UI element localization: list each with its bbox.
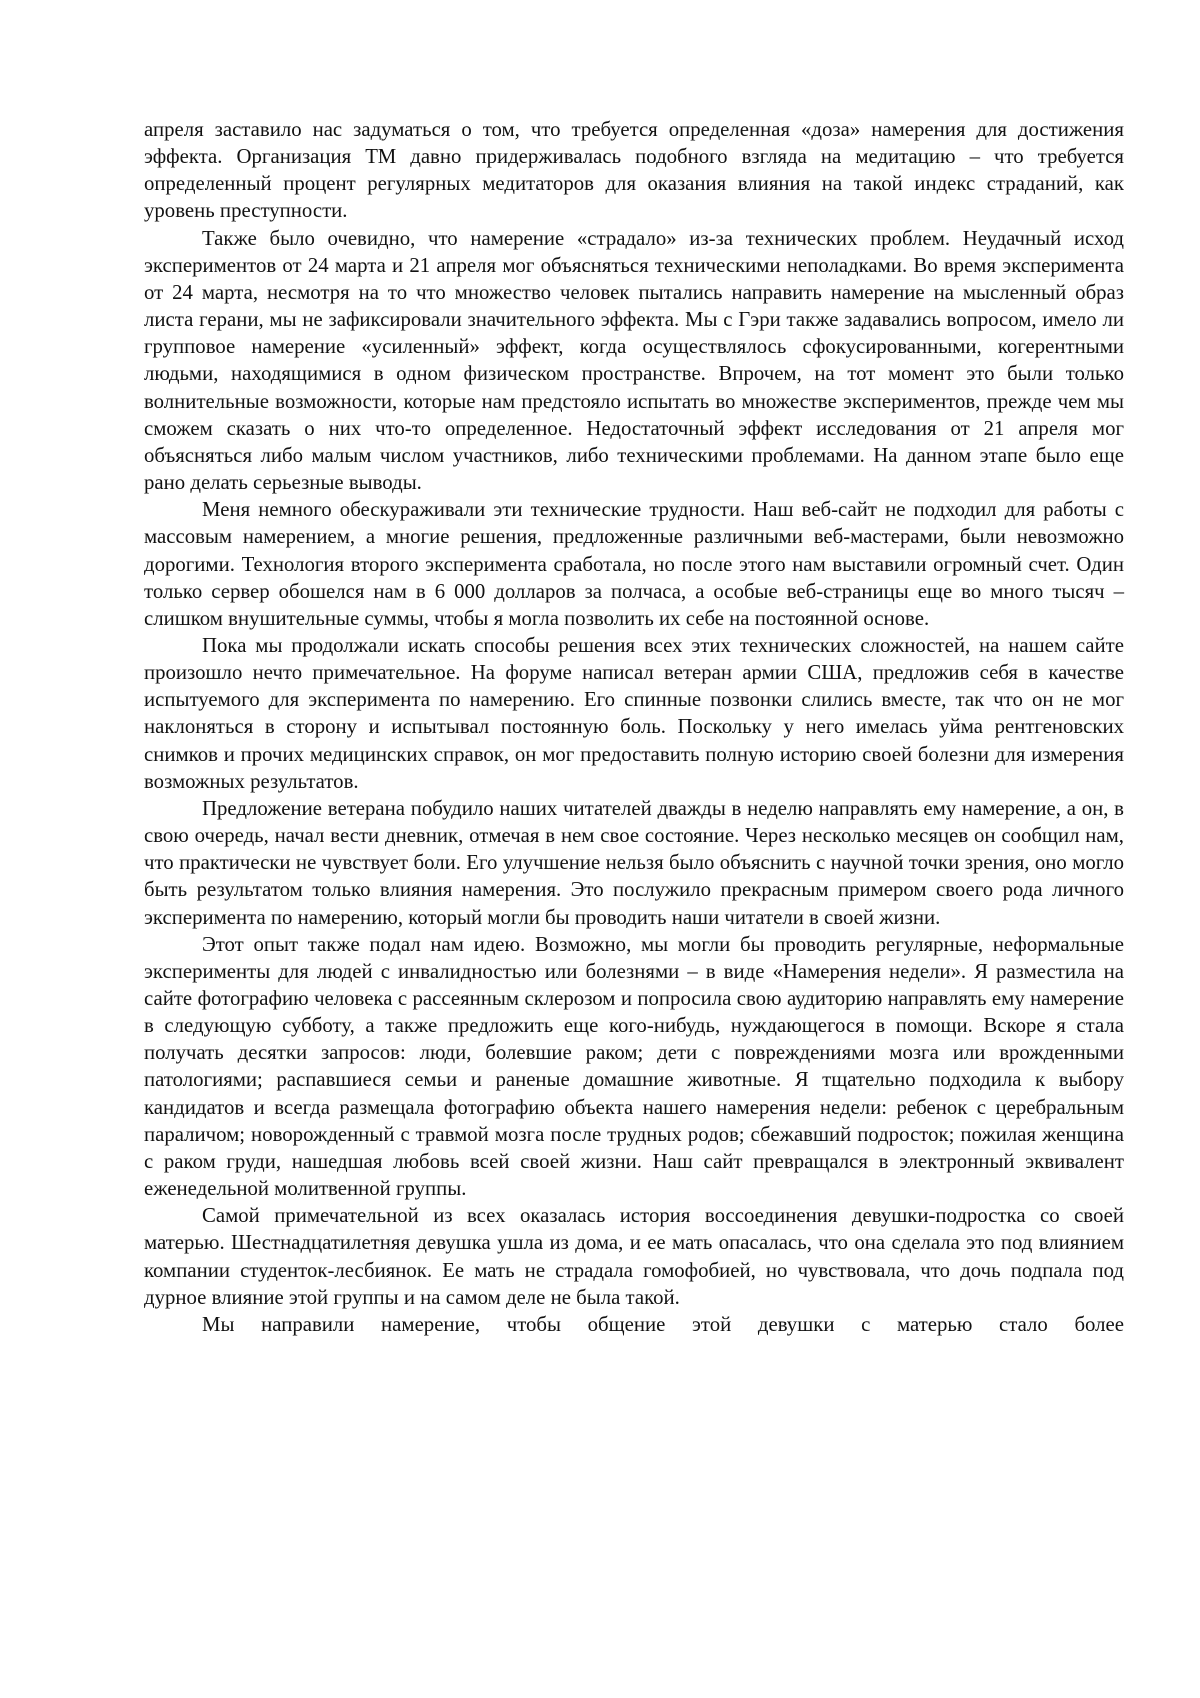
paragraph-5: Предложение ветерана побудило наших читателей дважды в неделю направлять ему намерение, а он, в свою очередь, начал вести дневник, отмечая в нем свое состояние. Через несколько месяцев он сообщил нам, что практически не чувствует боли. Его улучшение нельзя было объяснить с научной точки зрения, оно могло быть результатом только влияния намерения. Это послужило прекрасным примером своего рода личного эксперимента по намерению, который могли бы проводить наши читатели в своей жизни. — [144, 796, 1124, 929]
paragraph-7: Самой примечательной из всех оказалась история воссоединения девушки-подростка со своей матерью. Шестнадцатилетняя девушка ушла из дома, и ее мать опасалась, что она сделала это под влиянием компании студенток-лесбиянок. Ее мать не страдала гомофобией, но чувствовала, что дочь подпала под дурное влияние этой группы и на самом деле не была такой. — [144, 1204, 1124, 1309]
paragraph-1: апреля заставило нас задуматься о том, что требуется определенная «доза» намерения для достижения эффекта. Организация ТМ давно придерживалась подобного взгляда на медитацию – что требуется определенный процент регулярных медитаторов для оказания влияния на такой индекс страданий, как уровень преступности. — [144, 118, 1124, 223]
paragraph-6: Этот опыт также подал нам идею. Возможно, мы могли бы проводить регулярные, неформальные эксперименты для людей с инвалидностью или болезнями – в виде «Намерения недели». Я разместила на сайте фотографию человека с рассеянным склерозом и попросила свою аудиторию направлять ему намерение в следующую субботу, а также предложить еще кого-нибудь, нуждающегося в помощи. Вскоре я стала получать десятки запросов: люди, болевшие раком; дети с повреждениями мозга или врожденными патологиями; распавшиеся семьи и раненые домашние животные. Я тщательно подходила к выбору кандидатов и всегда размещала фотографию объекта нашего намерения недели: ребенок с церебральным параличом; новорожденный с травмой мозга после трудных родов; сбежавший подросток; пожилая женщина с раком груди, нашедшая любовь всей своей жизни. Наш сайт превращался в электронный эквивалент еженедельной молитвенной группы. — [144, 932, 1124, 1201]
paragraph-4: Пока мы продолжали искать способы решения всех этих технических сложностей, на нашем сайте произошло нечто примечательное. На форуме написал ветеран армии США, предложив себя в качестве испытуемого для эксперимента по намерению. Его спинные позвонки слились вместе, так что он не мог наклоняться в сторону и испытывал постоянную боль. Поскольку у него имелась уйма рентгеновских снимков и прочих медицинских справок, он мог предоставить полную историю своей болезни для измерения возможных результатов. — [144, 633, 1124, 793]
paragraph-2: Также было очевидно, что намерение «страдало» из-за технических проблем. Неудачный исход экспериментов от 24 марта и 21 апреля мог объясняться техническими неполадками. Во время эксперимента от 24 марта, несмотря на то что множество человек пытались направить намерение на мысленный образ листа герани, мы не зафиксировали значительного эффекта. Мы с Гэри также задавались вопросом, имело ли групповое намерение «усиленный» эффект, когда осуществлялось сфокусированными, когерентными людьми, находящимися в одном физическом пространстве. Впрочем, на тот момент это были только волнительные возможности, которые нам предстояло испытать во множестве экспериментов, прежде чем мы сможем сказать о них что-то определенное. Недостаточный эффект исследования от 21 апреля мог объясняться либо малым числом участников, либо техническими проблемами. На данном этапе было еще рано делать серьезные выводы. — [144, 226, 1124, 495]
paragraph-8: Мы направили намерение, чтобы общение этой девушки с матерью стало более — [202, 1312, 1124, 1336]
paragraph-3: Меня немного обескураживали эти технические трудности. Наш веб-сайт не подходил для работы с массовым намерением, а многие решения, предложенные различными веб-мастерами, были невозможно дорогими. Технология второго эксперимента сработала, но после этого нам выставили огромный счет. Один только сервер обошелся нам в 6 000 долларов за полчаса, а особые веб-страницы еще во много тысяч – слишком внушительные суммы, чтобы я могла позволить их себе на постоянной основе. — [144, 498, 1124, 630]
document-body — [144, 116, 1124, 1338]
